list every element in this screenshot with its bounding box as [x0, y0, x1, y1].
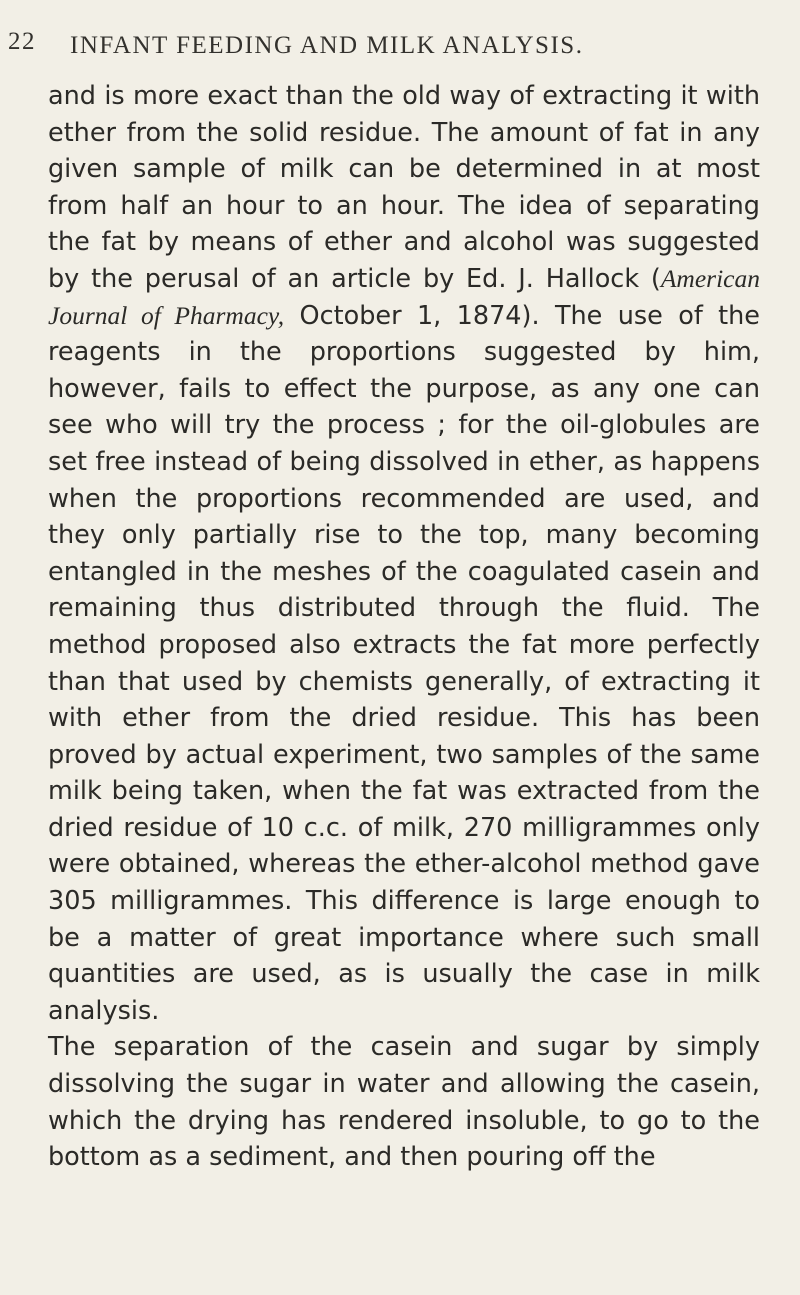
body-text [48, 78, 760, 1176]
paragraph-1-part-2: October 1, 1874). The use of the reagents in the proportions suggested by him, however, fails to effect the purpose, as any one can see who will try the process ; for the oil-globules are set free instead of being dissolved in ether, as happens when the proportions recommended are used, and they only partially rise to the top, many becoming entangled in the meshes of the coagulated casein and remaining thus distributed through the fluid. The method proposed also extracts the fat more perfectly than that used by chemists generally, of extracting it with ether from the dried residue. This has been proved by actual experiment, two samples of the same milk being taken, when the fat was extracted from the dried residue of 10 c.c. of milk, 270 milligrammes only were obtained, whereas the ether-alcohol method gave 305 milligrammes. This difference is large enough to be a matter of great importance where such small quantities are used, as is usually the case in milk analysis. [48, 300, 760, 1026]
running-title: INFANT FEEDING AND MILK ANALYSIS. [70, 32, 584, 59]
page-number: 22 [8, 28, 36, 55]
paragraph-1-part-1: and is more exact than the old way of extracting it with ether from the solid residue. The amount of fat in any given sample of milk can be determined in at most from half an hour to an hour. The idea of separating the fat by means of ether and alcohol was suggested by the perusal of an article by Ed. J. Hallock ( [48, 81, 760, 294]
paragraph-2: The separation of the casein and sugar by simply dissolving the sugar in water and allowing the casein, which the drying has rendered insoluble, to go to the bottom as a sediment, and then pouring off the [48, 1032, 760, 1173]
paragraph-1 [48, 78, 760, 1029]
running-head [8, 28, 760, 68]
journal-citation: American Journal of Pharmacy, [48, 263, 760, 330]
